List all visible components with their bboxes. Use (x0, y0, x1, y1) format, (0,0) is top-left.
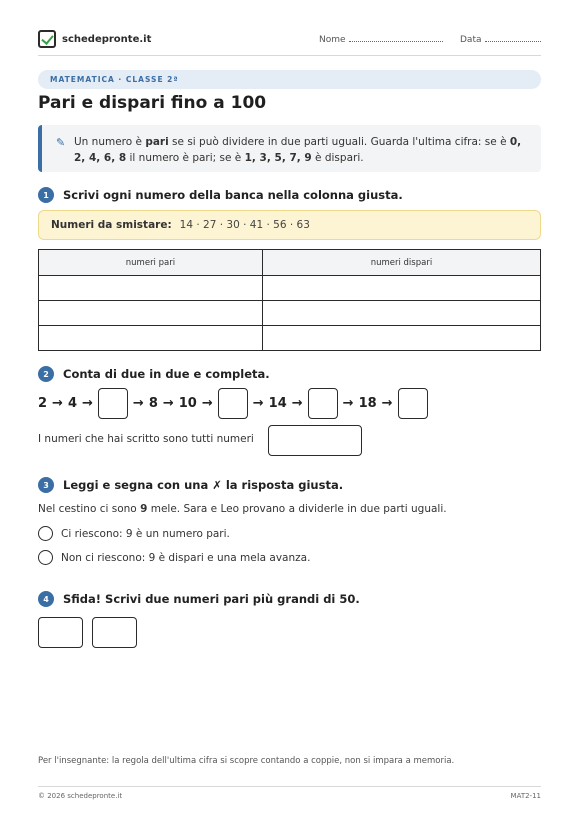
info-text-4: 0, 2, 4, 6, 8 (74, 136, 522, 164)
sequence-number: 14 (268, 396, 287, 411)
sequence-number: 2 (38, 396, 48, 411)
problem-text-a: Nel cestino ci sono (38, 503, 141, 515)
date-label: Data (460, 35, 482, 45)
info-text-1: Un numero è (74, 136, 146, 148)
page-title: Pari e dispari fino a 100 (38, 93, 267, 113)
problem-text (38, 503, 447, 515)
word-answer-box[interactable] (268, 425, 362, 456)
answer-cell-even[interactable] (39, 301, 263, 326)
answer-cell-odd[interactable] (262, 276, 540, 301)
exercise-title: Sfida! Scrivi due numeri pari più grandi di 50. (63, 592, 360, 606)
table-row (39, 326, 541, 351)
table-row (39, 301, 541, 326)
option-1[interactable] (38, 526, 230, 541)
date-field[interactable] (460, 34, 541, 45)
counting-sequence (38, 388, 433, 419)
name-field[interactable] (319, 34, 443, 45)
option-label: Non ci riescono: 9 è dispari e una mela avanza. (61, 551, 311, 564)
arrow-icon: → (342, 396, 354, 411)
arrow-icon: → (52, 396, 63, 411)
exercise-1-heading (38, 187, 403, 203)
teacher-note: Per l'insegnante: la regola dell'ultima cifra si scopre contando a coppie, non si impara a memoria. (38, 756, 455, 766)
exercise-3-heading (38, 477, 343, 493)
answer-box[interactable] (38, 617, 83, 648)
option-label: Ci riescono: 9 è un numero pari. (61, 527, 230, 540)
copyright: © 2026 schedepronte.it (38, 792, 123, 800)
exercise-number: 3 (38, 477, 54, 493)
answer-box[interactable] (398, 388, 428, 419)
answer-cell-odd[interactable] (262, 326, 540, 351)
sequence-number: 18 (358, 396, 377, 411)
exercise-title: Conta di due in due e completa. (63, 367, 270, 381)
exercise-2-heading (38, 366, 270, 382)
arrow-icon: → (132, 396, 144, 411)
page-footer (38, 786, 541, 800)
problem-text-b: 9 (140, 503, 148, 515)
exercise-number: 2 (38, 366, 54, 382)
exercise-4-heading (38, 591, 360, 607)
site-logo (38, 30, 151, 48)
arrow-icon: → (252, 396, 264, 411)
exercise-title: Scrivi ogni numero della banca nella colonna giusta. (63, 188, 403, 202)
info-text-5: il numero è pari; se è (126, 152, 245, 164)
answer-cell-odd[interactable] (262, 301, 540, 326)
number-bank (38, 210, 541, 240)
arrow-icon: → (381, 396, 393, 411)
subject-bar: MATEMATICA · CLASSE 2ª (38, 70, 541, 89)
problem-text-c: mele. Sara e Leo provano a dividerle in due parti uguali. (147, 503, 447, 515)
page-header (38, 30, 541, 56)
arrow-icon: → (82, 396, 93, 411)
sequence-number: 8 (148, 396, 158, 411)
sentence-prompt: I numeri che hai scritto sono tutti numeri (38, 433, 254, 445)
answer-box[interactable] (92, 617, 137, 648)
checkbox-logo-icon (38, 30, 56, 48)
table-row (39, 276, 541, 301)
arrow-icon: → (201, 396, 213, 411)
answer-box[interactable] (308, 388, 338, 419)
column-header-odd: numeri dispari (262, 250, 540, 276)
name-line[interactable] (349, 34, 443, 42)
info-text-7: è dispari. (311, 152, 364, 164)
info-text-3: se si può dividere in due parti uguali. Guarda l'ultima cifra: se è (168, 136, 510, 148)
sort-table (38, 249, 541, 351)
arrow-icon: → (291, 396, 303, 411)
arrow-icon: → (162, 396, 174, 411)
answer-box[interactable] (98, 388, 128, 419)
worksheet-code: MAT2-11 (510, 792, 541, 800)
sequence-number: 4 (67, 396, 77, 411)
info-text-6: 1, 3, 5, 7, 9 (244, 152, 312, 164)
sequence-number: 10 (178, 396, 197, 411)
pencil-icon: ✎ (56, 136, 66, 149)
date-line[interactable] (485, 34, 541, 42)
column-header-even: numeri pari (39, 250, 263, 276)
option-2[interactable] (38, 550, 310, 565)
exercise-number: 4 (38, 591, 54, 607)
radio-circle[interactable] (38, 550, 53, 565)
info-box (38, 125, 541, 172)
name-label: Nome (319, 35, 346, 45)
answer-cell-even[interactable] (39, 276, 263, 301)
info-text-2: pari (145, 136, 169, 148)
exercise-number: 1 (38, 187, 54, 203)
answer-box[interactable] (218, 388, 248, 419)
bank-values: 14 · 27 · 30 · 41 · 56 · 63 (179, 219, 310, 231)
radio-circle[interactable] (38, 526, 53, 541)
bank-label: Numeri da smistare: (51, 219, 172, 231)
site-name: schedepronte.it (62, 33, 152, 45)
exercise-title: Leggi e segna con una ✗ la risposta giusta. (63, 478, 344, 492)
answer-cell-even[interactable] (39, 326, 263, 351)
